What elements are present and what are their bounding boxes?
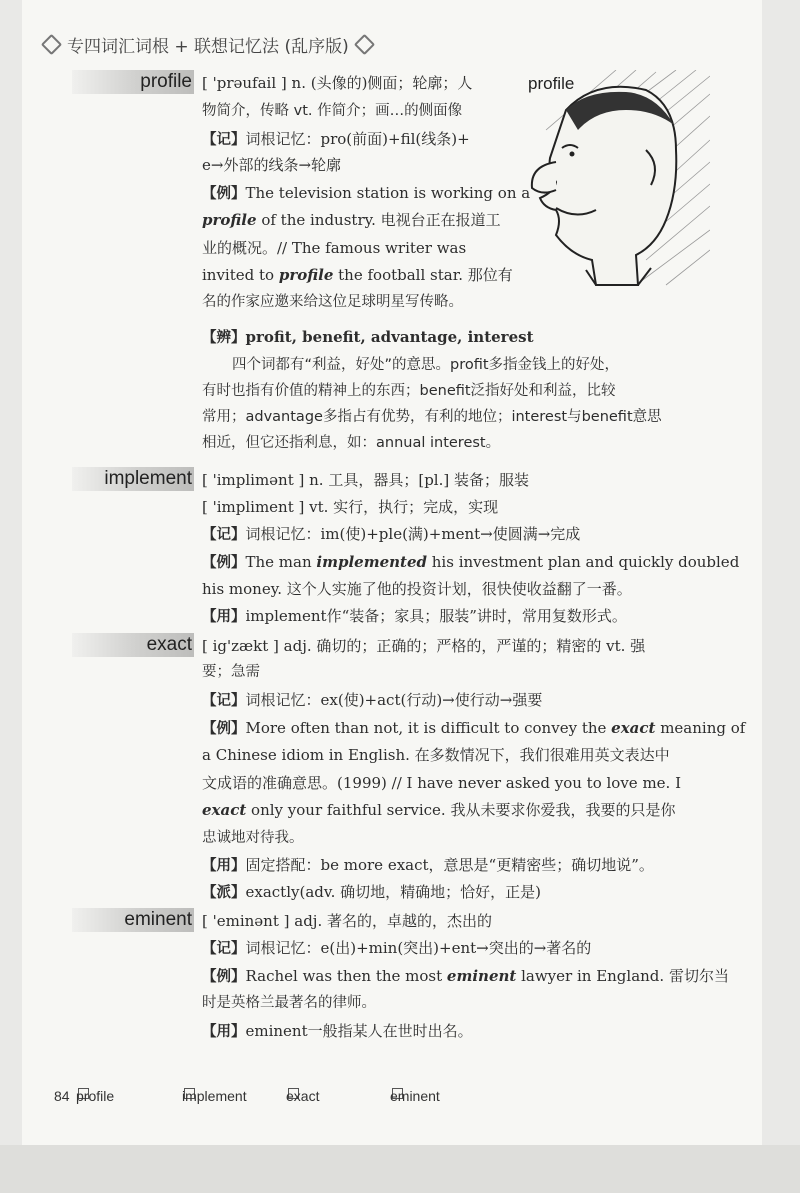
- emphasized-word: implemented: [316, 553, 427, 571]
- example-text: the football star. 那位有: [333, 266, 513, 284]
- phonetic-definition: [ 'eminənt ] adj. 著名的，卓越的，杰出的: [202, 912, 492, 930]
- example-cont: his money. 这个人实施了他的投资计划，很快使收益翻了一番。: [202, 580, 632, 598]
- emphasized-word: profile: [278, 266, 334, 284]
- tag-li: 【例】: [202, 969, 246, 985]
- tag-ji: 【记】: [202, 941, 246, 957]
- tag-ji: 【记】: [202, 132, 246, 148]
- usage: [202, 1021, 473, 1042]
- distinction-words: profit, benefit, advantage, interest: [245, 328, 534, 346]
- example: [202, 552, 739, 573]
- emphasized-word: profile: [202, 211, 257, 229]
- example-text: meaning of: [655, 719, 746, 737]
- memory-text: 词根记忆：e(出)+min(突出)+ent→突出的→著名的: [245, 939, 592, 957]
- footer-word-label: implement: [182, 1088, 247, 1104]
- memory-note: [202, 690, 542, 711]
- distinction-text: 常用；advantage多指占有优势，有利的地位；interest与benefit意思: [202, 409, 662, 425]
- header-title: 专四词汇词根 + 联想记忆法 (乱序版): [67, 37, 349, 57]
- headword: exact: [146, 634, 192, 655]
- example: [202, 718, 745, 739]
- memory-text: 词根记忆：im(使)+ple(满)+ment→使圆满→完成: [245, 525, 581, 543]
- memory-note: [202, 524, 580, 545]
- usage-text: eminent一般指某人在世时出名。: [245, 1022, 473, 1040]
- distinction-text: 四个词都有“利益，好处”的意思。profit多指金钱上的好处，: [232, 357, 620, 373]
- memory-note: [202, 129, 470, 150]
- example-text: The man: [245, 553, 317, 571]
- example-cont: 忠诚地对待我。: [202, 830, 304, 846]
- emphasized-word: eminent: [446, 967, 517, 985]
- example-cont: a Chinese idiom in English. 在多数情况下，我们很难用英文表达中: [202, 746, 670, 764]
- memory-note-cont: e→外部的线条→轮廓: [202, 156, 342, 174]
- example-cont: [202, 265, 513, 285]
- memory-text: 词根记忆：ex(使)+act(行动)→使行动→强要: [245, 691, 543, 709]
- footer-word-label: eminent: [390, 1088, 440, 1104]
- example: [202, 966, 729, 987]
- usage: [202, 855, 654, 876]
- tag-ji: 【记】: [202, 527, 246, 543]
- emphasized-word: exact: [202, 801, 247, 819]
- definition-line: 要；急需: [202, 664, 260, 680]
- footer-word-label: profile: [76, 1088, 115, 1104]
- example-text: of the industry. 电视台正在报道工: [256, 211, 501, 229]
- headword: eminent: [124, 909, 192, 930]
- example-cont: [202, 800, 675, 820]
- phonetic-definition: [ ig'zækt ] adj. 确切的；正确的；严格的，严谨的；精密的 vt. 强: [202, 637, 646, 655]
- tag-yong: 【用】: [202, 609, 246, 625]
- example-cont: 时是英格兰最著名的律师。: [202, 995, 376, 1011]
- diamond-ornament-icon: [41, 34, 62, 55]
- example: [202, 183, 530, 204]
- example-text: Rachel was then the most: [245, 967, 447, 985]
- usage: [202, 606, 627, 627]
- example-text: only your faithful service. 我从未要求你爱我，我要的只是你: [246, 801, 676, 819]
- usage-text: implement作“装备；家具；服装”讲时，常用复数形式。: [245, 607, 627, 625]
- phonetic-definition: [ 'impliment ] vt. 实行，执行；完成，实现: [202, 498, 499, 516]
- tag-ji: 【记】: [202, 693, 246, 709]
- tag-yong: 【用】: [202, 858, 246, 874]
- tag-li: 【例】: [202, 186, 246, 202]
- tag-bian: 【辨】: [202, 330, 246, 346]
- illustration-label: profile: [528, 74, 575, 93]
- memory-text: 词根记忆：pro(前面)+fil(线条)+: [245, 130, 470, 148]
- scan-bottom-margin: [0, 1145, 800, 1193]
- example-text: invited to: [202, 266, 279, 284]
- page-number: 84: [54, 1088, 70, 1104]
- example-text: More often than not, it is difficult to convey the: [245, 719, 612, 737]
- example-cont: 名的作家应邀来给这位足球明星写传略。: [202, 294, 463, 310]
- tag-li: 【例】: [202, 721, 246, 737]
- usage-text: 固定搭配：be more exact，意思是“更精密些；确切地说”。: [245, 856, 654, 874]
- footer-word-label: exact: [286, 1088, 320, 1104]
- example-text: The television station is working on a: [245, 184, 531, 202]
- headword: profile: [140, 71, 192, 92]
- distinction-text: 相近，但它还指利息，如：annual interest。: [202, 435, 501, 451]
- tag-yong: 【用】: [202, 1024, 246, 1040]
- derivation-text: exactly(adv. 确切地，精确地；恰好，正是): [245, 883, 541, 901]
- distinction: [202, 327, 534, 348]
- definition-line: 物简介，传略 vt. 作简介；画…的侧面像: [202, 103, 463, 119]
- tag-li: 【例】: [202, 555, 246, 571]
- example-text: lawyer in England. 雷切尔当: [516, 967, 729, 985]
- distinction-text: 有时也指有价值的精神上的东西；benefit泛指好处和利益，比较: [202, 383, 616, 399]
- memory-note: [202, 938, 591, 959]
- phonetic-definition: [ 'prəufail ] n. (头像的)侧面；轮廓；人: [202, 74, 473, 92]
- phonetic-definition: [ 'implimənt ] n. 工具，器具；[pl.] 装备；服装: [202, 471, 529, 489]
- tag-pai: 【派】: [202, 885, 246, 901]
- example-text: his investment plan and quickly doubled: [427, 553, 740, 571]
- running-header: [44, 32, 372, 57]
- page-footer: [54, 1088, 754, 1108]
- headword: implement: [104, 468, 192, 489]
- caricature-profile-illustration: [526, 70, 710, 290]
- example-cont: 业的概况。// The famous writer was: [202, 239, 467, 257]
- example-cont: [202, 210, 501, 230]
- derivation: [202, 882, 541, 903]
- diamond-ornament-icon: [354, 34, 375, 55]
- emphasized-word: exact: [611, 719, 656, 737]
- example-cont: 文成语的准确意思。(1999) // I have never asked you to love me. I: [202, 774, 682, 792]
